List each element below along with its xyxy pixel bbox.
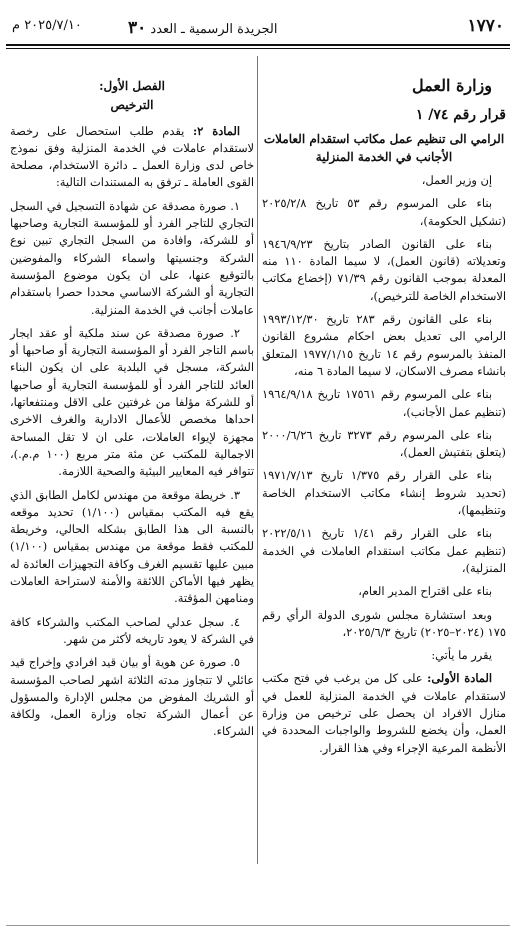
page-header: [10, 16, 506, 38]
page-number: ١٧٧٠: [467, 16, 504, 36]
preamble-paragraph: بناء على القانون الصادر بتاريخ ١٩٤٦/٩/٢٣ وتعديلاته (قانون العمل)، لا سيما المادة ١١٠ منه المعدلة بموجب القانون رقم ٧١/٣٩ (إخضاع مكاتب الاستخدام الخاصة للترخيص)،: [262, 236, 506, 303]
document-item: ٢. صورة مصدقة عن سند ملكية أو عقد ايجار باسم التاجر الفرد أو المؤسسة التجارية أو صاحبها أو الشركة، مسجل في البلدية على ان يكون البناء العائد للتاجر الفرد أو للمؤسسة التجارية أو صاحبها أو للشركة مؤلفا من غرفتين على الاقل ومنتفعاتها، احداها مخصص للأعمال الادارية والغرف الاخرى مجهزة لإيواء العاملات، على ان لا تقل المساحة الاجمالية للمكتب عن مئة متر مربع (١٠٠ م.م.)، تتوافر فيه المعايير البيئية والصحية اللازمة.: [10, 325, 254, 479]
preamble-paragraph: بناء على القرار رقم ١/٣٧٥ تاريخ ١٩٧١/٧/١٣ (تحديد شروط إنشاء مكاتب الاستخدام الخاصة وتنظيمها)،: [262, 468, 506, 518]
right-column: [262, 56, 506, 763]
article-2-label: المادة ٢:: [192, 123, 241, 138]
article-2-text: يقدم طلب استحصال على رخصة لاستقدام عاملات في الخدمة المنزلية وفق نموذج خاص لدى وزارة العمل ـ دائرة الاستخدام، مصلحة القوى العاملة ـ ترفق به المستندات التالية:: [10, 123, 254, 190]
chapter-heading: الفصل الأول:: [99, 79, 165, 93]
preamble-paragraph: يقرر ما يأتي:: [431, 648, 492, 663]
issue-date: ٢٠٢٥/٧/١٠ م: [12, 18, 82, 33]
left-column: [10, 56, 254, 747]
preamble-paragraph: بناء على المرسوم رقم ١٧٥٦١ تاريخ ١٩٦٤/٩/١٨ (تنظيم عمل الأجانب)،: [262, 387, 506, 419]
decision-number: قرار رقم ٧٤/ ١: [415, 107, 506, 123]
chapter-title: الترخيص: [110, 98, 154, 113]
document-item: ٣. خريطة موقعة من مهندس لكامل الطابق الذي يقع فيه المكتب بمقياس (١/١٠٠) تحديد موقعه بالنسبة الى هذا الطابق بشكله الحالي، وخريطة للمكتب فقط موقعة من مهندس بمقياس (١/١٠٠) مبين عليها تقسيم الغرف وكافة التجهيزات العائدة له يظهر فيها الأماكن اللائقة والأمنة لاستراحة العاملات ومنامهن المؤقتة.: [10, 487, 255, 606]
preamble-paragraph: وبعد استشارة مجلس شورى الدولة الرأي رقم ١٧٥ (٢٠٢٤–٢٠٢٥) تاريخ ٢٠٢٥/٦/٣،: [262, 607, 506, 639]
column-divider: [257, 56, 258, 864]
preamble-paragraph: بناء على المرسوم رقم ٣٢٧٣ تاريخ ٢٠٠٠/٦/٢٦ (يتعلق بتفتيش العمل)،: [262, 427, 506, 460]
document-item: ٤. سجل عدلي لصاحب المكتب والشركاء كافة في الشركة لا يعود تاريخه لأكثر من شهر.: [10, 614, 254, 646]
article-1: [262, 670, 506, 756]
preamble-paragraph: بناء على اقتراح المدير العام،: [358, 584, 492, 599]
preamble-paragraph: بناء على القانون رقم ٢٨٣ تاريخ ١٩٩٣/١٢/٣٠ الرامي الى تعديل بعض احكام مشروع القانون المنفذ بالمرسوم رقم ١٤ تاريخ ١٩٧٧/١/١٥ المتعلق بانشاء مصرف الاسكان، لا سيما المادة ٦ منه،: [262, 312, 507, 378]
issue-number: ٣٠: [128, 18, 147, 38]
document-item: ١. صورة مصدقة عن شهادة التسجيل في السجل التجاري للتاجر الفرد أو للمؤسسة التجارية وصاحبها أو للشركة، وافادة من السجل التجاري تبين نوع الشركة وجنسيتها واسماء الشركاء والمفوضين بالتوقيع عنها، على ان يكون موضوع المؤسسة التجارية أو الشركة الاساسي محددا حصرا باستقدام عاملات أجانب في الخدمة المنزلية.: [10, 198, 254, 317]
publication-line: [128, 18, 278, 38]
ministry-title: وزارة العمل: [412, 76, 492, 95]
article-2: [10, 123, 254, 192]
document-item: ٥. صورة عن هوية أو بيان قيد افرادي وإخراج قيد عائلي لا تتجاوز مدته الثلاثة اشهر لصاحب المؤسسة أو الشريك المفوض من مجلس الإدارة والمسؤول عن أعمال الشركة تجاه وزارة العمل، ولكافة الشركاء.: [10, 655, 254, 739]
article-1-text: على كل من يرغب في فتح مكتب لاستقدام عاملات في الخدمة المنزلية للعمل في منازل الافراد ان يحصل على ترخيص من وزارة العمل، وأن يخضع للشروط والواجبات المحددة في الأنظمة المرعية الإجراء وفي هذا القرار.: [262, 671, 506, 755]
preamble-paragraph: بناء على القرار رقم ١/٤١ تاريخ ٢٠٢٢/٥/١١ (تنظيم عمل مكاتب استقدام العاملات في الخدمة المنزلية)،: [262, 526, 506, 575]
preamble-paragraph: بناء على المرسوم رقم ٥٣ تاريخ ٢٠٢٥/٢/٨ (تشكيل الحكومة)،: [262, 196, 506, 228]
article-1-label: المادة الأولى:: [427, 671, 493, 686]
publication-name: الجريدة الرسمية ـ العدد: [150, 22, 278, 37]
preamble-paragraph: إن وزير العمل،: [421, 173, 492, 187]
decision-subject: الرامي الى تنظيم عمل مكاتب استقدام العاملات الأجانب في الخدمة المنزلية: [263, 132, 505, 164]
header-rule-thin: [6, 48, 510, 49]
header-rule: [6, 44, 510, 46]
footer-rule: [6, 925, 510, 926]
